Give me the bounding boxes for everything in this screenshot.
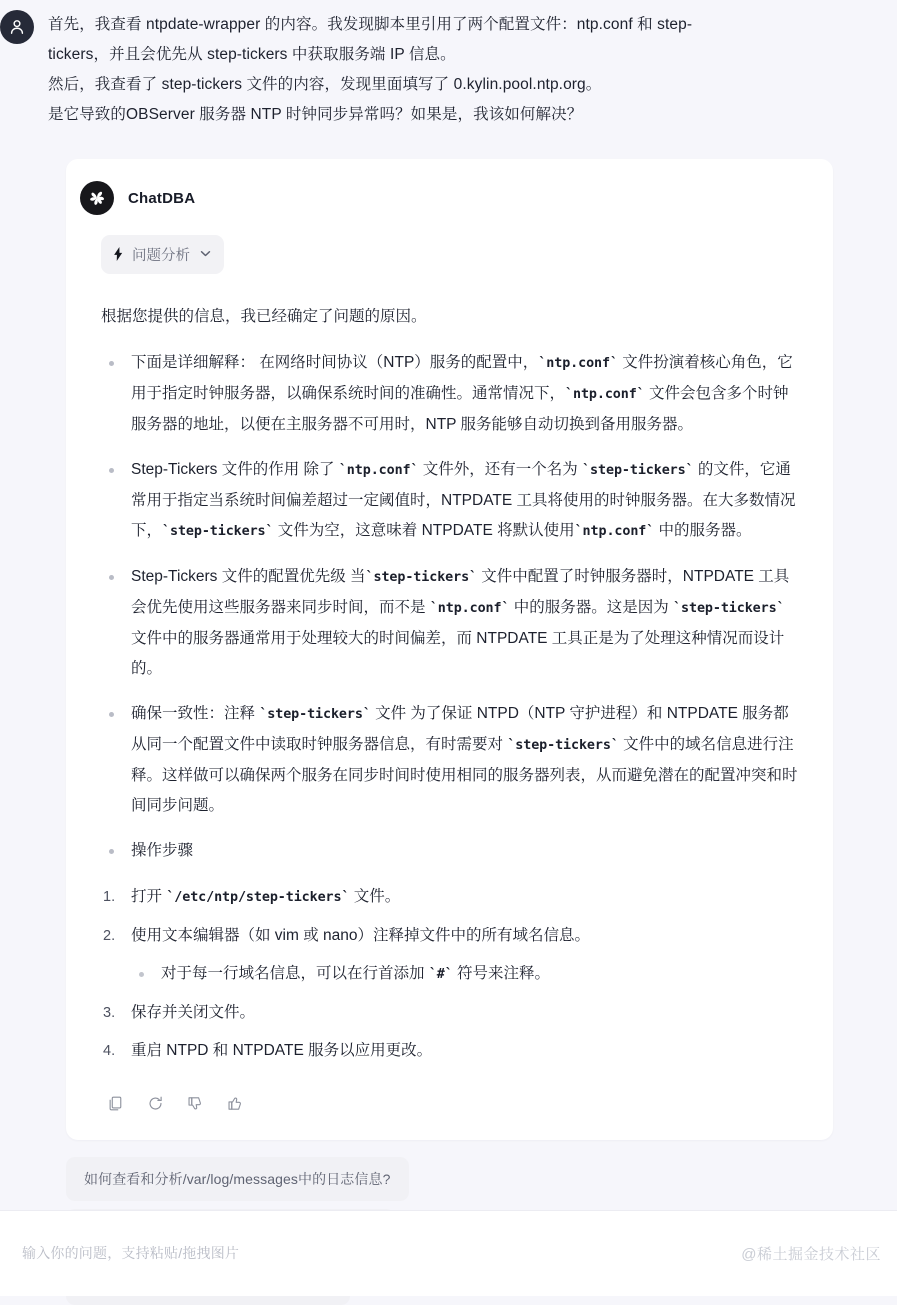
sub-step-item: 对于每一行域名信息，可以在行首添加 `#` 符号来注释。 [131,959,803,990]
assistant-name: ChatDBA [128,189,196,207]
user-line: 然后，我查看了 step-tickers 文件的内容，发现里面填写了 0.kylin.pool.ntp.org。 [48,76,602,93]
chevron-down-icon [200,249,211,260]
step-item: 使用文本编辑器（如 vim 或 nano）注释掉文件中的所有域名信息。 对于每一行域名信息，可以在行首添加 `#` 符号来注释。 [101,921,803,990]
user-avatar-icon [0,10,34,44]
composer-bar [0,1210,897,1296]
explanation-item: Step-Tickers 文件的配置优先级 当`step-tickers` 文件中配置了时钟服务器时，NTPDATE 工具会优先使用这些服务器来同步时间，而不是 `ntp.conf` 中的服务器。这是因为 `step-tickers` 文件中的服务器通常用于处理较大的时间偏差，而 NTPDATE 工具正是为了处理这种情况而设计的。 [101,562,803,684]
step-item: 打开 `/etc/ntp/step-tickers` 文件。 [131,888,401,905]
inline-code: `step-tickers` [582,463,694,478]
explanation-item: 下面是详细解释： 在网络时间协议（NTP）服务的配置中，`ntp.conf` 文件扮演着核心角色，它用于指定时钟服务器，以确保系统时间的准确性。通常情况下，`ntp.conf` 文件会包含多个时钟服务器的地址，以便在主服务器不可用时，NTP 服务能够自动切换到备用服务器。 [101,348,803,440]
assistant-header [96,181,803,215]
refresh-icon[interactable] [144,1092,166,1114]
sub-step-list [131,959,803,990]
inline-code: `ntp.conf` [574,524,655,539]
explanation-item: 操作步骤 [101,836,803,866]
inline-code: `step-tickers` [673,601,785,616]
analysis-chip-label: 问题分析 [132,248,190,264]
suggestion-chip-0[interactable]: 如何查看和分析/var/log/messages中的日志信息? [66,1157,409,1201]
lightning-bolt-icon [113,247,124,263]
explanation-item: 确保一致性：注释 `step-tickers` 文件 为了保证 NTPD（NTP 守护进程）和 NTPDATE 服务都从同一个配置文件中读取时钟服务器信息，有时需要对 `step-tickers` 文件中的域名信息进行注释。这样做可以确保两个服务在同步时间时使用相同的服务器列表，从而避免潜在的配置冲突和时间同步问题。 [101,699,803,821]
assistant-message-card [66,159,833,1140]
explanation-list [96,348,803,866]
thumbs-down-icon[interactable] [184,1092,206,1114]
user-message-text [48,10,748,130]
step-item: 重启 NTPD 和 NTPDATE 服务以应用更改。 [131,1042,433,1059]
inline-code: `ntp.conf` [429,601,510,616]
inline-code: `step-tickers` [162,524,274,539]
inline-code: `ntp.conf` [338,463,419,478]
user-line: 是它导致的OBServer 服务器 NTP 时钟同步异常吗？如果是，我该如何解决？ [48,106,583,123]
inline-code: `#` [428,967,453,982]
user-line: 首先，我查看 ntpdate-wrapper 的内容。我发现脚本里引用了两个配置文件：ntp.conf 和 step-tickers，并且会优先从 step-tickers 中获取服务端 IP 信息。 [48,16,693,63]
user-message [0,0,897,130]
explanation-item: Step-Tickers 文件的作用 除了 `ntp.conf` 文件外，还有一个名为 `step-tickers` 的文件，它通常用于指定当系统时间偏差超过一定阈值时，NTPDATE 工具将使用的时钟服务器。在大多数情况下，`step-tickers` 文件为空，这意味着 NTPDATE 将默认使用`ntp.conf` 中的服务器。 [101,455,803,547]
inline-code: `step-tickers` [259,707,371,722]
inline-code: `ntp.conf` [565,387,645,402]
inline-code: `step-tickers` [365,570,477,585]
message-input[interactable]: 输入你的问题，支持粘贴/拖拽图片 [22,1245,240,1261]
watermark: @稀土掘金技术社区 [741,1246,881,1263]
thumbs-up-icon[interactable] [224,1092,246,1114]
chatdba-logo-icon [80,181,114,215]
assistant-lead-text: 根据您提供的信息，我已经确定了问题的原因。 [101,308,427,325]
inline-code: `ntp.conf` [538,356,618,371]
inline-code: `/etc/ntp/step-tickers` [166,890,350,905]
operation-steps-list [96,882,803,1066]
copy-icon[interactable] [104,1092,126,1114]
analysis-toggle-chip[interactable] [101,235,224,274]
message-actions [104,1092,803,1114]
step-item: 保存并关闭文件。 [131,1004,256,1021]
inline-code: `step-tickers` [507,738,619,753]
